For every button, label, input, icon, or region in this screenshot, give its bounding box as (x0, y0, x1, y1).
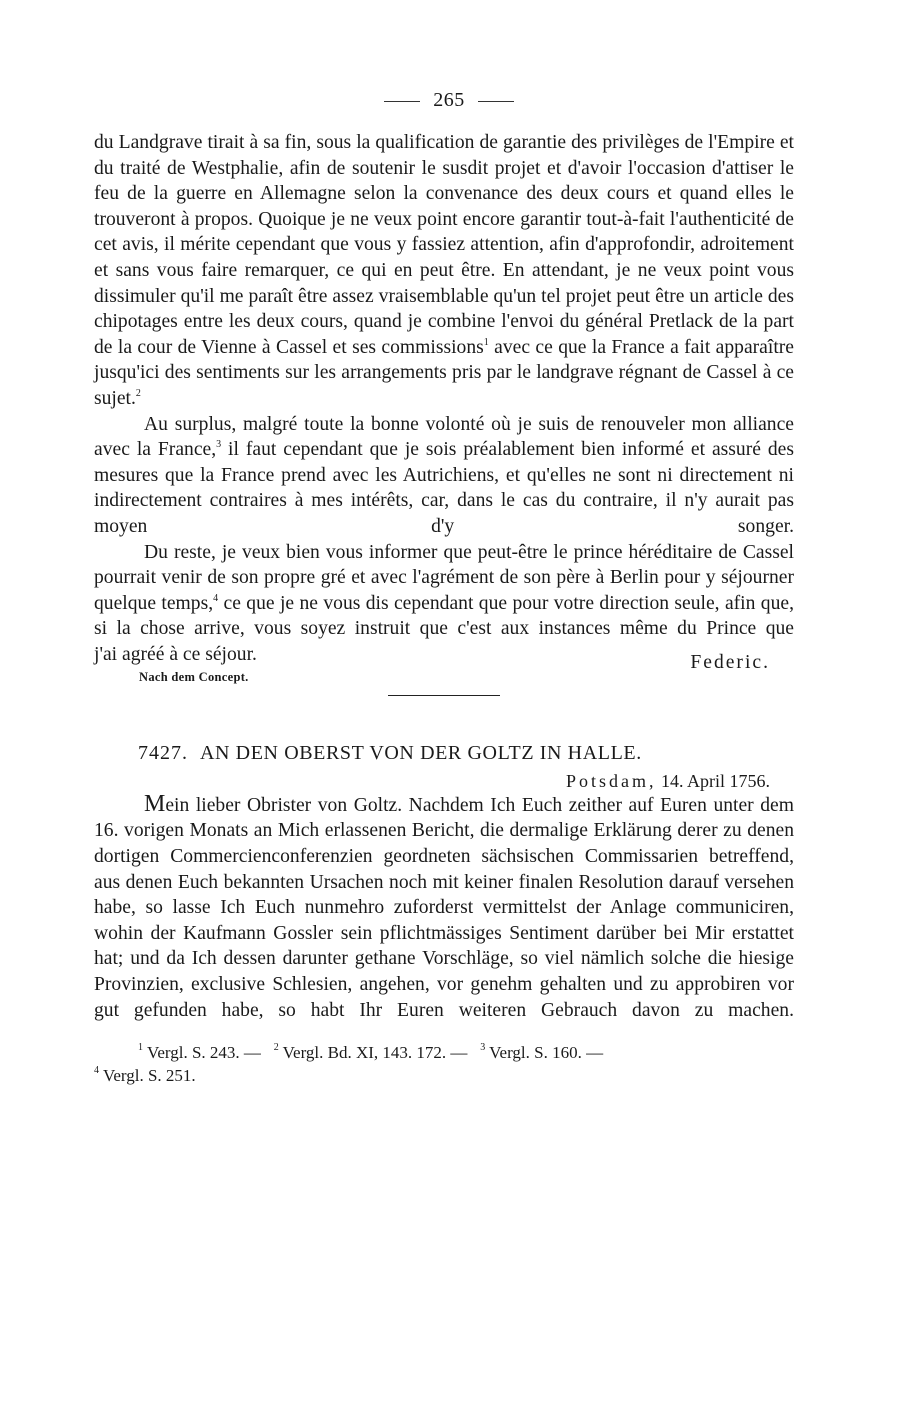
page-number-line (104, 86, 794, 114)
footnotes (94, 1041, 794, 1087)
footnote-line-2 (94, 1064, 794, 1087)
footnote-4-text: Vergl. S. 251. (102, 1066, 196, 1086)
document-heading (138, 742, 794, 765)
paragraph-2-part-a: Au surplus, malgré toute la bonne volonté où je suis de renouveler mon alliance avec la France, (94, 413, 794, 461)
footnote-3-mark: 3 (480, 1042, 486, 1054)
paragraph-3-part-a: Du reste, je veux bien vous informer que peut-être le prince héréditaire de Cassel pourrait venir de son propre gré et avec l'agrément de son père à Berlin pour y séjourner quelque temps, (94, 541, 794, 614)
closing-row (94, 642, 794, 673)
source-note: Nach dem Concept. (139, 669, 249, 684)
page-number-dash-left (384, 101, 420, 102)
letter-text: ein lieber Obrister von Goltz. Nachdem Ich Euch zeither auf Euren unter dem 16. vorigen Monats an Mich erlassenen Bericht, die dermalige Erklärung derer zu denen dortigen Commercienconferenzien geordneten sächsischen Commissarien betreffend, aus denen Euch bekannten Ursachen noch mit keiner finalen Resolution darauf versehen habe, so lasse Ich Euch nunmehro zuforderst vermittelst der Anlage communiciren, wohin der Kaufmann Gossler sein pflichtmässiges Sentiment darüber bei Mir erstattet hat; und da Ich dessen darunter gethane Vorschläge, so viel nämlich solche die hiesige Provinzien, exclusive Schlesien, angehen, vor genehm gehalten und zu approbiren vor gut gefunden habe, so habt Ihr Euren weiteren Gebrauch davon zu machen. (94, 794, 794, 1021)
dateline (94, 771, 770, 792)
paragraph-1-part-a: du Landgrave tirait à sa fin, sous la qualification de garantie des privilèges de l'Empire et du traité de Westphalie, afin de soutenir le susdit projet et d'avoir l'occasion d'attiser le feu de la guerre en Allemagne selon la convenance des deux cours et quand elles le trouveront à propos. Quoique je ne veux point encore garantir tout-à-fait l'authenticité de cet avis, il mérite cependant que vous y fassiez attention, afin d'approfondir, adroitement et sans vous faire remarquer, ce qui en peut être. En attendant, je ne veux point vous dissimuler qu'il me paraît être assez vraisemblable qu'un tel projet peut être un article des chipotages entre les deux cours, quand je combine l'envoi du général Pretlack de la part de la cour de Vienne à Cassel et ses commissions (94, 132, 794, 358)
document-page (94, 86, 794, 1087)
paragraph-1-part-b: avec ce que la France a fait apparaître jusqu'ici des sentiments sur les arrangements pris par le landgrave régnant de Cassel à ce sujet. (94, 336, 794, 409)
footnote-line (94, 1041, 794, 1064)
paragraph-2-part-b: il faut cependant que je sois préalablement bien informé et assuré des mesures que la France prend avec les Autrichiens, et qu'elles ne sont ni directement ni indirectement contraires à mes intérêts, car, dans le cas du contraire, il n'y aurait pas moyen d'y songer. (94, 439, 794, 537)
letter-initial: M (144, 790, 166, 817)
page-number: 265 (433, 89, 465, 111)
letter-body (94, 792, 794, 1023)
footnote-4-mark: 4 (94, 1065, 99, 1077)
signature: Federic. (690, 651, 770, 673)
document-number: 7427. (138, 741, 188, 764)
document-title: AN DEN OBERST VON DER GOLTZ IN HALLE. (200, 741, 642, 764)
footnote-1-mark: 1 (138, 1042, 143, 1054)
paragraph-2 (94, 412, 794, 540)
closing-line: j'ai agréé à ce séjour. (94, 643, 257, 665)
paragraph-3-part-b: ce que je ne vous dis cependant que pour votre direction seule, afin que, si la chose arrive, vous soyez instruit que c'est aux instances même du Prince que (94, 592, 794, 640)
paragraph-3 (94, 540, 794, 642)
footnote-2-mark: 2 (273, 1042, 279, 1054)
footnote-mark-1: 1 (483, 336, 489, 348)
footnote-mark-2: 2 (135, 387, 141, 399)
dateline-place: Potsdam, (565, 770, 657, 791)
footnote-2-text: Vergl. Bd. XI, 143. 172. — (282, 1043, 468, 1063)
paragraph-1 (94, 130, 794, 412)
footnote-mark-3: 3 (216, 439, 222, 451)
footnote-1-text: Vergl. S. 243. — (146, 1043, 261, 1063)
section-divider (388, 695, 500, 696)
footnote-3-text: Vergl. S. 160. — (489, 1043, 604, 1063)
footnote-mark-4: 4 (213, 592, 219, 604)
page-number-dash-right (478, 101, 514, 102)
dateline-date: 14. April 1756. (660, 770, 770, 791)
